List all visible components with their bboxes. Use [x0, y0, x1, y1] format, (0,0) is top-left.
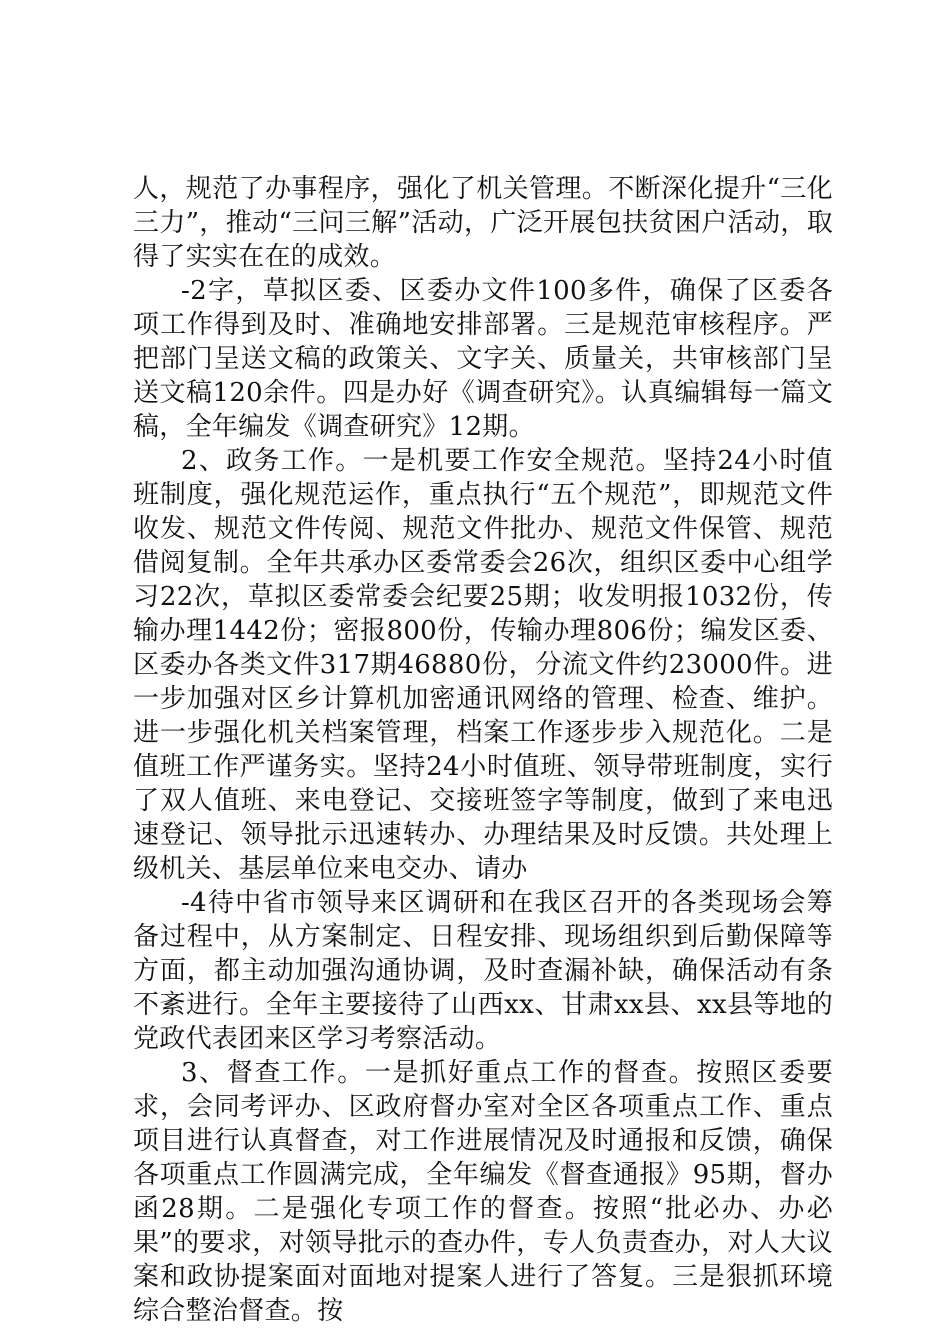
- paragraph-government-affairs: 2、政务工作。一是机要工作安全规范。坚持24小时值班制度，强化规范运作，重点执行“五个规范”，即规范文件收发、规范文件传阅、规范文件批办、规范文件保管、规范借阅复制。全年共承办区委常委会26次，组织区委中心组学习22次，草拟区委常委会纪要25期；收发明报1032份，传输办理1442份；密报800份，传输办理806份；编发区委、区委办各类文件317期46880份，分流文件约23000件。进一步加强对区乡计算机加密通讯网络的管理、检查、维护。进一步强化机关档案管理，档案工作逐步步入规范化。二是值班工作严谨务实。坚持24小时值班、领导带班制度，实行了双人值班、来电登记、交接班签字等制度，做到了来电迅速登记、领导批示迅速转办、办理结果及时反馈。共处理上级机关、基层单位来电交办、请办: [133, 446, 833, 884]
- paragraph-drafting: -2字，草拟区委、区委办文件100多件，确保了区委各项工作得到及时、准确地安排部署。三是规范审核程序。严把部门呈送文稿的政策关、文字关、质量关，共审核部门呈送文稿120余件。四是办好《调查研究》。认真编辑每一篇文稿，全年编发《调查研究》12期。: [133, 276, 833, 442]
- document-body: [133, 172, 833, 1328]
- paragraph-supervision: 3、督查工作。一是抓好重点工作的督查。按照区委要求，会同考评办、区政府督办室对全区各项重点工作、重点项目进行认真督查，对工作进展情况及时通报和反馈，确保各项重点工作圆满完成，全年编发《督查通报》95期，督办函28期。二是强化专项工作的督查。按照“批必办、办必果”的要求，对领导批示的查办件，专人负责查办，对人大议案和政协提案面对面地对提案人进行了答复。三是狠抓环境综合整治督查。按: [133, 1058, 833, 1326]
- paragraph-continuation: 人，规范了办事程序，强化了机关管理。不断深化提升“三化三力”，推动“三问三解”活动，广泛开展包扶贫困户活动，取得了实实在在的成效。: [133, 174, 833, 272]
- paragraph-reception: -4待中省市领导来区调研和在我区召开的各类现场会筹备过程中，从方案制定、日程安排、现场组织到后勤保障等方面，都主动加强沟通协调，及时查漏补缺，确保活动有条不紊进行。全年主要接待了山西xx、甘肃xx县、xx县等地的党政代表团来区学习考察活动。: [133, 888, 833, 1054]
